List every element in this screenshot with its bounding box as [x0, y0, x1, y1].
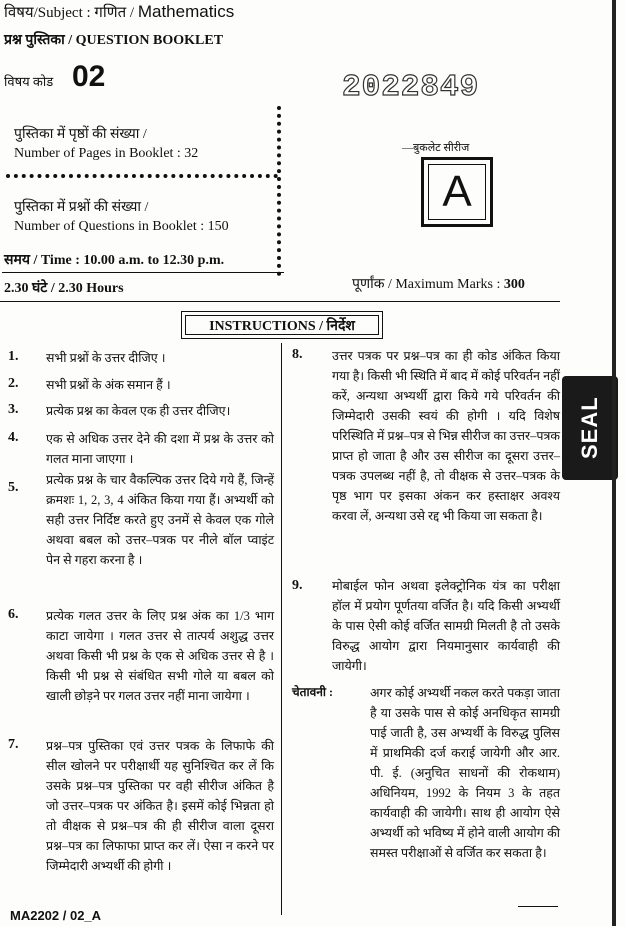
- instructions-heading: INSTRUCTIONS / निर्देश: [185, 315, 379, 335]
- instruction-number: 2.: [8, 376, 19, 391]
- serial-number: 2022849: [342, 70, 480, 105]
- series-box: [421, 157, 493, 227]
- pages-label-hindi: पुस्तिका में पृष्ठों की संख्या /: [14, 127, 147, 142]
- booklet-label: प्रश्न पुस्तिका / QUESTION BOOKLET: [4, 33, 224, 48]
- dotted-divider-vertical: [277, 106, 281, 276]
- column-divider: [281, 343, 282, 915]
- marks-label: पूर्णांक / Maximum Marks :: [352, 277, 504, 292]
- instruction-number: 6.: [8, 607, 19, 622]
- seal-tab: [562, 376, 618, 480]
- maximum-marks: [352, 274, 525, 293]
- instruction-number: 8.: [292, 347, 303, 362]
- instruction-number: 1.: [8, 349, 19, 364]
- subject-code: 02: [72, 60, 106, 93]
- instruction-text: सभी प्रश्नों के अंक समान हैं ।: [46, 378, 171, 392]
- footer-code: MA2202 / 02_A: [10, 908, 102, 923]
- questions-count: [14, 198, 229, 236]
- seal-label: SEAL: [577, 396, 602, 460]
- series-letter: A: [428, 164, 486, 220]
- warning-text: अगर कोई अभ्यर्थी नकल करते पकड़ा जाता है या उसके पास से कोई अनधिकृत सामग्री पाई जाती है, उस अभ्यर्थी के विरुद्ध पुलिस में प्राथमिकी दर्ज कराई जायेगी और आर. पी. ई. (अनुचित साधनों की रोकथाम) अधिनियम, 1992 के नियम 3 के तहत कार्यवाही की जायेगी। साथ ही आयोग ऐसे अभ्यर्थी को भविष्य में होने वाली आयोग की समस्त परीक्षाओं से वर्जित कर सकता है।: [370, 686, 560, 860]
- exam-duration: 2.30 घंटे / 2.30 Hours: [4, 281, 124, 296]
- pages-count: [14, 125, 198, 163]
- instruction-number: 7.: [8, 737, 19, 752]
- instruction-number: 5.: [8, 480, 19, 495]
- series-label: —बुकलेट सीरीज: [402, 142, 470, 154]
- exam-time: समय / Time : 10.00 a.m. to 12.30 p.m.: [4, 253, 225, 268]
- instruction-text: सभी प्रश्नों के उत्तर दीजिए ।: [46, 351, 166, 365]
- pages-label-english: Number of Pages in Booklet : 32: [14, 146, 199, 161]
- instruction-number: 4.: [8, 430, 19, 445]
- subject-heading: [4, 2, 234, 22]
- subject-code-label: विषय कोड: [4, 74, 54, 89]
- instruction-number: 3.: [8, 402, 19, 417]
- instruction-number: 9.: [292, 578, 303, 593]
- instruction-text: प्रत्येक प्रश्न का केवल एक ही उत्तर दीजिए।: [46, 404, 231, 418]
- page-edge: [612, 0, 616, 926]
- instruction-text: प्रश्न–पत्र पुस्तिका एवं उत्तर पत्रक के लिफाफे की सील खोलने पर परीक्षार्थी यह सुनिश्चित कर लें कि उसके प्रश्न–पत्र पुस्तिका पर वही सीरीज अंकित है जो उत्तर–पत्रक पर अंकित है। इसमें कोई भिन्नता हो तो वीक्षक से प्रश्न–पत्र की ही सीरीज वाला दूसरा प्रश्न–पत्र का लिफाफा प्राप्त कर लें। ऐसा न करने पर जिम्मेदारी अभ्यर्थी की होगी ।: [46, 739, 274, 873]
- instruction-text: प्रत्येक गलत उत्तर के लिए प्रश्न अंक का 1/3 भाग काटा जायेगा । गलत उत्तर से तात्पर्य अशुद्ध उत्तर अथवा किसी भी प्रश्न के एक से अधिक उत्तर से है । किसी भी प्रश्न से संबंधित सभी गोले या बबल को खाली छोड़ने पर गलत उत्तर नहीं माना जायेगा ।: [46, 609, 274, 703]
- marks-value: 300: [503, 277, 525, 292]
- subject-prefix: विषय/Subject : गणित /: [4, 5, 138, 21]
- instruction-text: उत्तर पत्रक पर प्रश्न–पत्र का ही कोड अंकित किया गया है। किसी भी स्थिति में बाद में कोई परिवर्तन नहीं करें, अन्यथा अभ्यर्थी द्वारा किये गये परिवर्तन की जिम्मेदारी उसकी स्वयं की होगी । यदि विशेष परिस्थिति में प्रश्न–पत्र से भिन्न सीरीज का उत्तर–पत्रक प्राप्त हो जाता है और उस सीरीज का दूसरा उत्तर–पत्रक उपलब्ध नहीं है, तो वीक्षक से उत्तर–पत्रक के पृष्ठ भाग पर इसका अंकन कर हस्ताक्षर अवश्य करवा लें, अन्यथा उसे रद्द भी किया जा सकता है।: [332, 349, 560, 523]
- instruction-text: प्रत्येक प्रश्न के चार वैकल्पिक उत्तर दिये गये हैं, जिन्हें क्रमशः 1, 2, 3, 4 अंकित किया गया हैं। अभ्यर्थी को सही उत्तर निर्दिष्ट करते हुए उनमें से केवल एक गोले अथवा बबल को उत्तर–पत्रक पर नीले बॉल प्वाइंट पेन से गहरा करना है ।: [46, 473, 274, 567]
- questions-label-english: Number of Questions in Booklet : 150: [14, 219, 229, 234]
- instructions-heading-box: [181, 311, 383, 339]
- subject-english: Mathematics: [137, 2, 235, 21]
- instruction-text: एक से अधिक उत्तर देने की दशा में प्रश्न के उत्तर को गलत माना जाएगा ।: [46, 432, 274, 466]
- divider-line: [0, 301, 560, 302]
- warning-label: चेतावनी :: [292, 685, 334, 699]
- divider-line: [2, 272, 284, 273]
- questions-label-hindi: पुस्तिका में प्रश्नों की संख्या /: [14, 200, 149, 215]
- end-rule: [518, 906, 558, 907]
- dotted-divider-horizontal: [6, 174, 278, 178]
- instruction-text: मोबाईल फोन अथवा इलेक्ट्रोनिक यंत्र का परीक्षा हॉल में प्रयोग पूर्णतया वर्जित है। यदि किसी अभ्यर्थी के पास ऐसी कोई वर्जित सामग्री मिलती है तो उसके विरुद्ध आयोग द्वारा नियमानुसार कार्यवाही की जायेगी।: [332, 579, 560, 673]
